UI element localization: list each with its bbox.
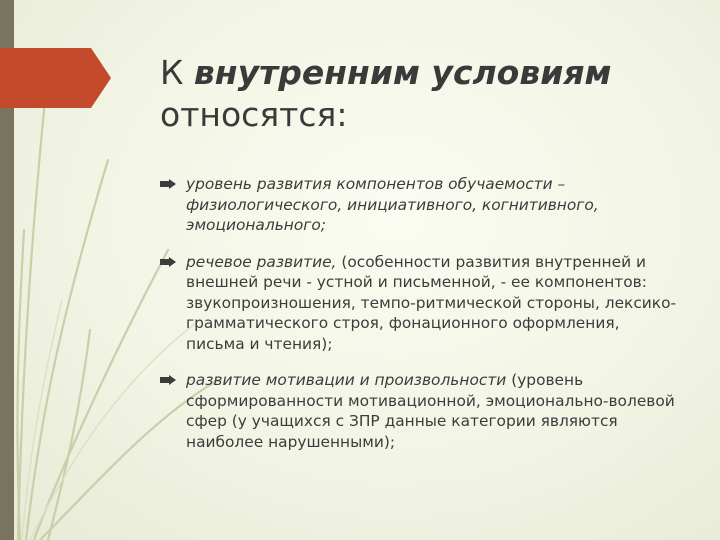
list-item <box>160 252 680 355</box>
bullet-text: (особенности развития внутренней и внешней речи - устной и письменной, - ее компонентов: звукопроизношения, темпо-ритмической стороны, лексико-грамматического строя, фонационного оформления, письма и чтения); <box>186 252 677 353</box>
arrow-bullet-icon <box>160 257 176 267</box>
title-prefix: К <box>160 53 194 92</box>
bullet-italic-text: речевое развитие, <box>186 252 337 271</box>
list-item <box>160 370 680 452</box>
bullet-text: (уровень сформированности мотивационной, эмоционально-волевой сфер (у учащихся с ЗПР данные категории являются наиболее нарушенными); <box>186 371 675 451</box>
list-item <box>160 174 680 236</box>
title-suffix: относятся: <box>160 95 348 134</box>
bullet-italic-text: уровень развития компонентов обучаемости – физиологического, инициативного, когнитивного, эмоционального; <box>186 175 599 234</box>
slide-title <box>160 52 700 136</box>
title-flag <box>0 48 111 108</box>
bullet-italic-text: развитие мотивации и произвольности <box>186 371 507 389</box>
title-emphasis: внутренним условиям <box>193 53 612 92</box>
arrow-bullet-icon <box>160 179 176 189</box>
bullet-list <box>160 174 680 468</box>
arrow-bullet-icon <box>160 375 176 385</box>
